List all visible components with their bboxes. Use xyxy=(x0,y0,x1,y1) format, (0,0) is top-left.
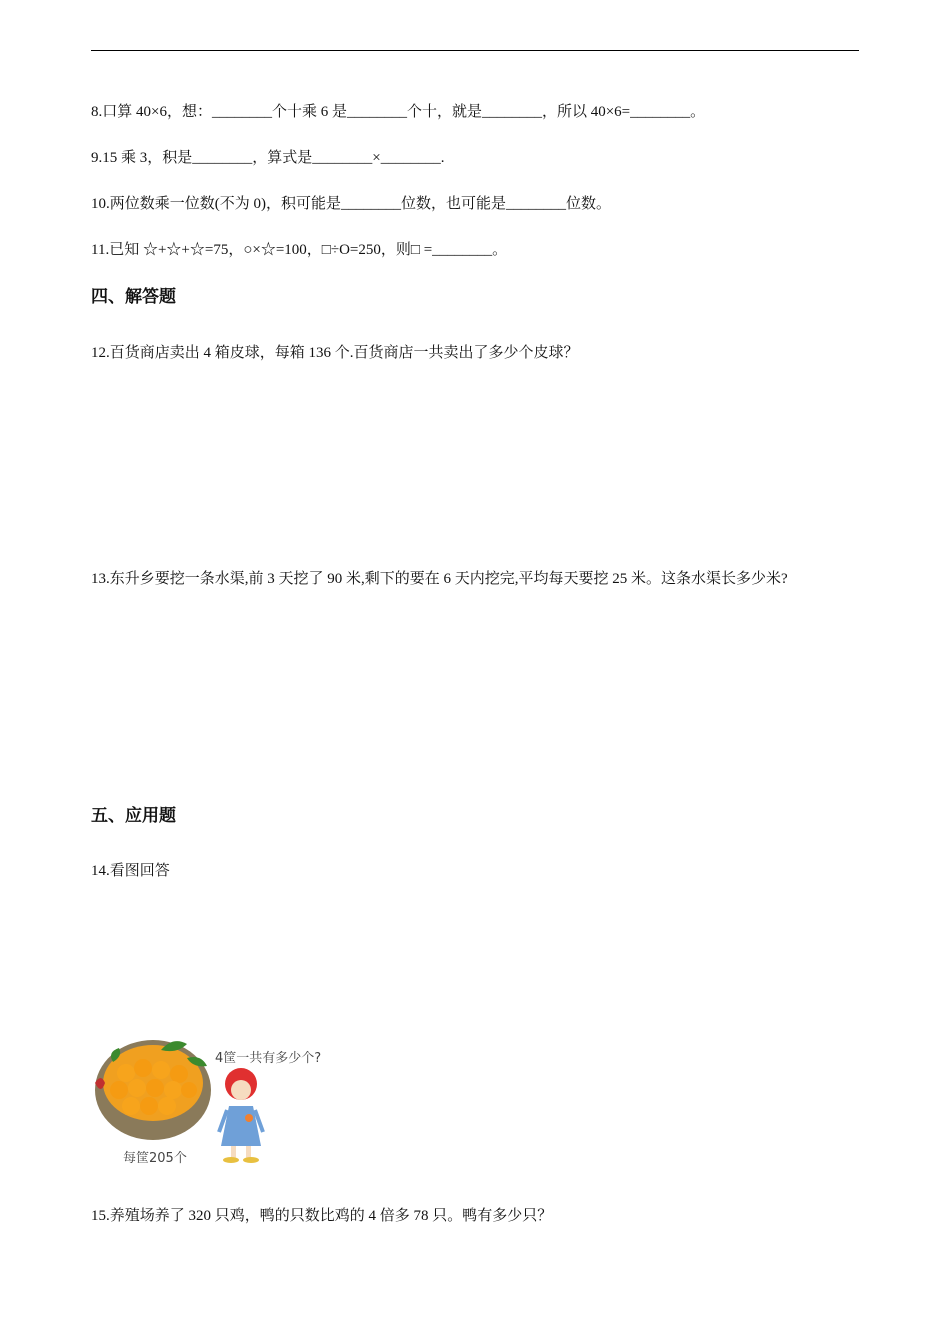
question-14: 14.看图回答 xyxy=(91,863,170,879)
section-4-heading: 四、解答题 xyxy=(91,287,176,307)
speech-question: 4筐一共有多少个? xyxy=(215,1051,322,1066)
question-13: 13.东升乡要挖一条水渠,前 3 天挖了 90 米,剩下的要在 6 天内挖完,平均每天要挖 25 米。这条水渠长多少米? xyxy=(91,571,788,587)
section-5-heading: 五、应用题 xyxy=(91,806,176,826)
question-8: 8.口算 40×6，想：________个十乘 6 是________个十，就是________，所以 40×6=________。 xyxy=(91,104,706,120)
girl-icon xyxy=(219,1068,263,1163)
orange-basket-illustration xyxy=(91,1028,341,1168)
question-9: 9.15 乘 3，积是________，算式是________×________. xyxy=(91,150,445,166)
header-rule xyxy=(91,50,859,51)
question-15: 15.养殖场养了 320 只鸡，鸭的只数比鸡的 4 倍多 78 只。鸭有多少只？ xyxy=(91,1208,553,1224)
question-11: 11.已知 ☆+☆+☆=75，○×☆=100，□÷O=250，则□ =________。 xyxy=(91,242,508,258)
basket-label: 每筐205个 xyxy=(123,1151,187,1166)
question-10: 10.两位数乘一位数(不为 0)，积可能是________位数，也可能是________位数。 xyxy=(91,196,611,212)
question-12: 12.百货商店卖出 4 箱皮球，每箱 136 个.百货商店一共卖出了多少个皮球？ xyxy=(91,345,579,361)
